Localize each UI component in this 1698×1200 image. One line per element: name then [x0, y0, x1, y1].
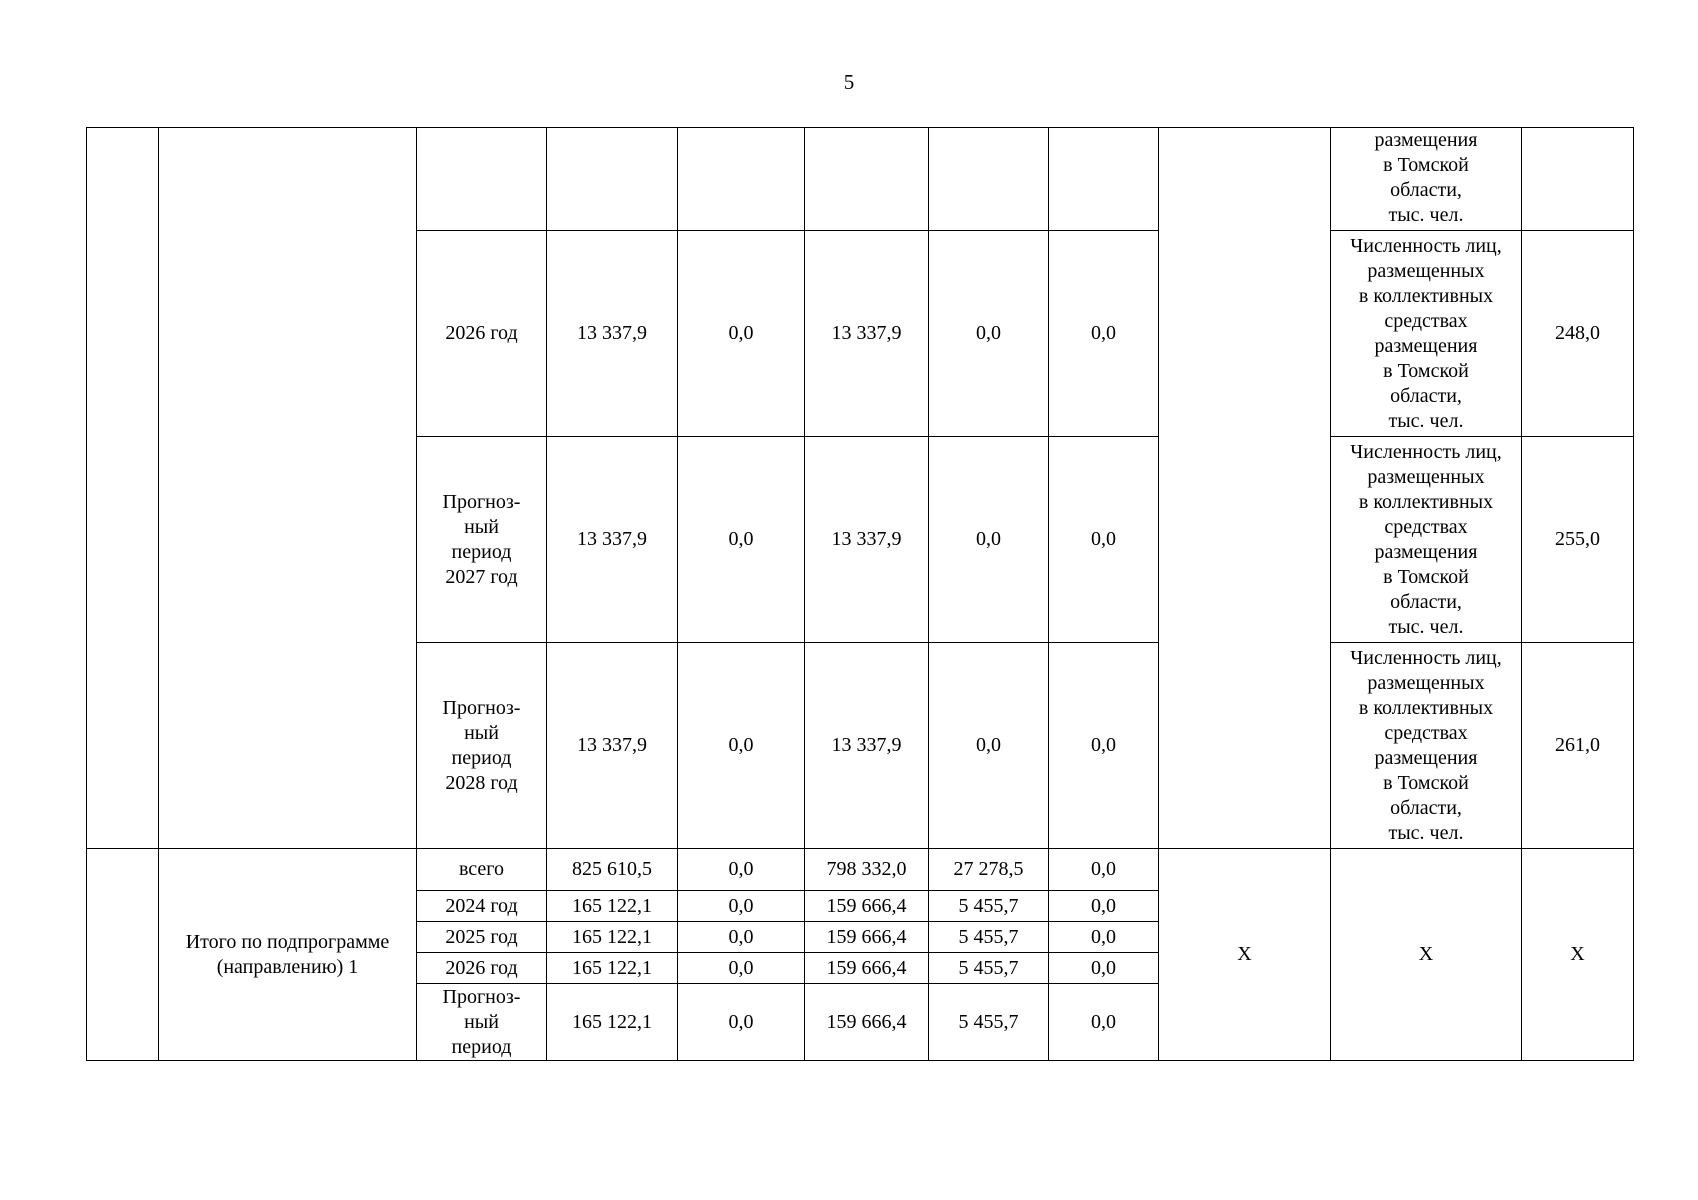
total-cell: 13 337,9: [547, 643, 678, 849]
number-cell: [87, 128, 159, 849]
other-cell: [1049, 128, 1159, 231]
local-cell: 5 455,7: [929, 922, 1049, 953]
other-cell: 0,0: [1049, 437, 1159, 643]
table-row: [87, 849, 1634, 891]
local-cell: 5 455,7: [929, 984, 1049, 1061]
indicator-value-cell: 261,0: [1522, 643, 1634, 849]
federal-cell: 0,0: [678, 984, 805, 1061]
other-cell: 0,0: [1049, 231, 1159, 437]
regional-cell: 159 666,4: [805, 922, 929, 953]
budget-table: [86, 127, 1634, 1061]
local-cell: 27 278,5: [929, 849, 1049, 891]
local-cell: 0,0: [929, 643, 1049, 849]
regional-cell: 13 337,9: [805, 643, 929, 849]
total-cell: 13 337,9: [547, 231, 678, 437]
total-cell: 165 122,1: [547, 891, 678, 922]
indicator-value-cell: [1522, 128, 1634, 231]
federal-cell: [678, 128, 805, 231]
local-cell: 0,0: [929, 231, 1049, 437]
total-cell: 825 610,5: [547, 849, 678, 891]
period-cell: 2025 год: [417, 922, 547, 953]
total-cell: [547, 128, 678, 231]
regional-cell: [805, 128, 929, 231]
other-cell: 0,0: [1049, 922, 1159, 953]
other-cell: 0,0: [1049, 891, 1159, 922]
period-cell: Прогноз- ный период 2027 год: [417, 437, 547, 643]
other-cell: 0,0: [1049, 984, 1159, 1061]
local-cell: [929, 128, 1049, 231]
period-cell: 2024 год: [417, 891, 547, 922]
regional-cell: 159 666,4: [805, 984, 929, 1061]
executor-cell: [1159, 128, 1331, 849]
executor-cell: X: [1159, 849, 1331, 1061]
period-cell: 2026 год: [417, 231, 547, 437]
other-cell: 0,0: [1049, 643, 1159, 849]
indicator-cell: размещения в Томской области, тыс. чел.: [1331, 128, 1522, 231]
total-title-cell: Итого по подпрограмме (направлению) 1: [159, 849, 417, 1061]
federal-cell: 0,0: [678, 922, 805, 953]
regional-cell: 13 337,9: [805, 437, 929, 643]
period-cell: 2026 год: [417, 953, 547, 984]
indicator-value-cell: 248,0: [1522, 231, 1634, 437]
federal-cell: 0,0: [678, 953, 805, 984]
regional-cell: 13 337,9: [805, 231, 929, 437]
indicator-value-cell: X: [1522, 849, 1634, 1061]
number-cell: [87, 849, 159, 1061]
federal-cell: 0,0: [678, 849, 805, 891]
federal-cell: 0,0: [678, 891, 805, 922]
indicator-cell: Численность лиц, размещенных в коллективных средствах размещения в Томской области, тыс. чел.: [1331, 643, 1522, 849]
period-cell: Прогноз- ный период 2028 год: [417, 643, 547, 849]
period-cell: [417, 128, 547, 231]
indicator-value-cell: 255,0: [1522, 437, 1634, 643]
total-cell: 165 122,1: [547, 922, 678, 953]
regional-cell: 159 666,4: [805, 891, 929, 922]
regional-cell: 798 332,0: [805, 849, 929, 891]
federal-cell: 0,0: [678, 437, 805, 643]
other-cell: 0,0: [1049, 849, 1159, 891]
regional-cell: 159 666,4: [805, 953, 929, 984]
local-cell: 5 455,7: [929, 953, 1049, 984]
local-cell: 0,0: [929, 437, 1049, 643]
total-cell: 13 337,9: [547, 437, 678, 643]
period-cell: всего: [417, 849, 547, 891]
other-cell: 0,0: [1049, 953, 1159, 984]
indicator-cell: Численность лиц, размещенных в коллективных средствах размещения в Томской области, тыс. чел.: [1331, 437, 1522, 643]
local-cell: 5 455,7: [929, 891, 1049, 922]
federal-cell: 0,0: [678, 643, 805, 849]
table-row: [87, 128, 1634, 231]
activity-name-cell: [159, 128, 417, 849]
page-number: 5: [843, 70, 855, 94]
indicator-cell: X: [1331, 849, 1522, 1061]
period-cell: Прогноз- ный период: [417, 984, 547, 1061]
indicator-cell: Численность лиц, размещенных в коллективных средствах размещения в Томской области, тыс. чел.: [1331, 231, 1522, 437]
total-cell: 165 122,1: [547, 984, 678, 1061]
total-cell: 165 122,1: [547, 953, 678, 984]
federal-cell: 0,0: [678, 231, 805, 437]
